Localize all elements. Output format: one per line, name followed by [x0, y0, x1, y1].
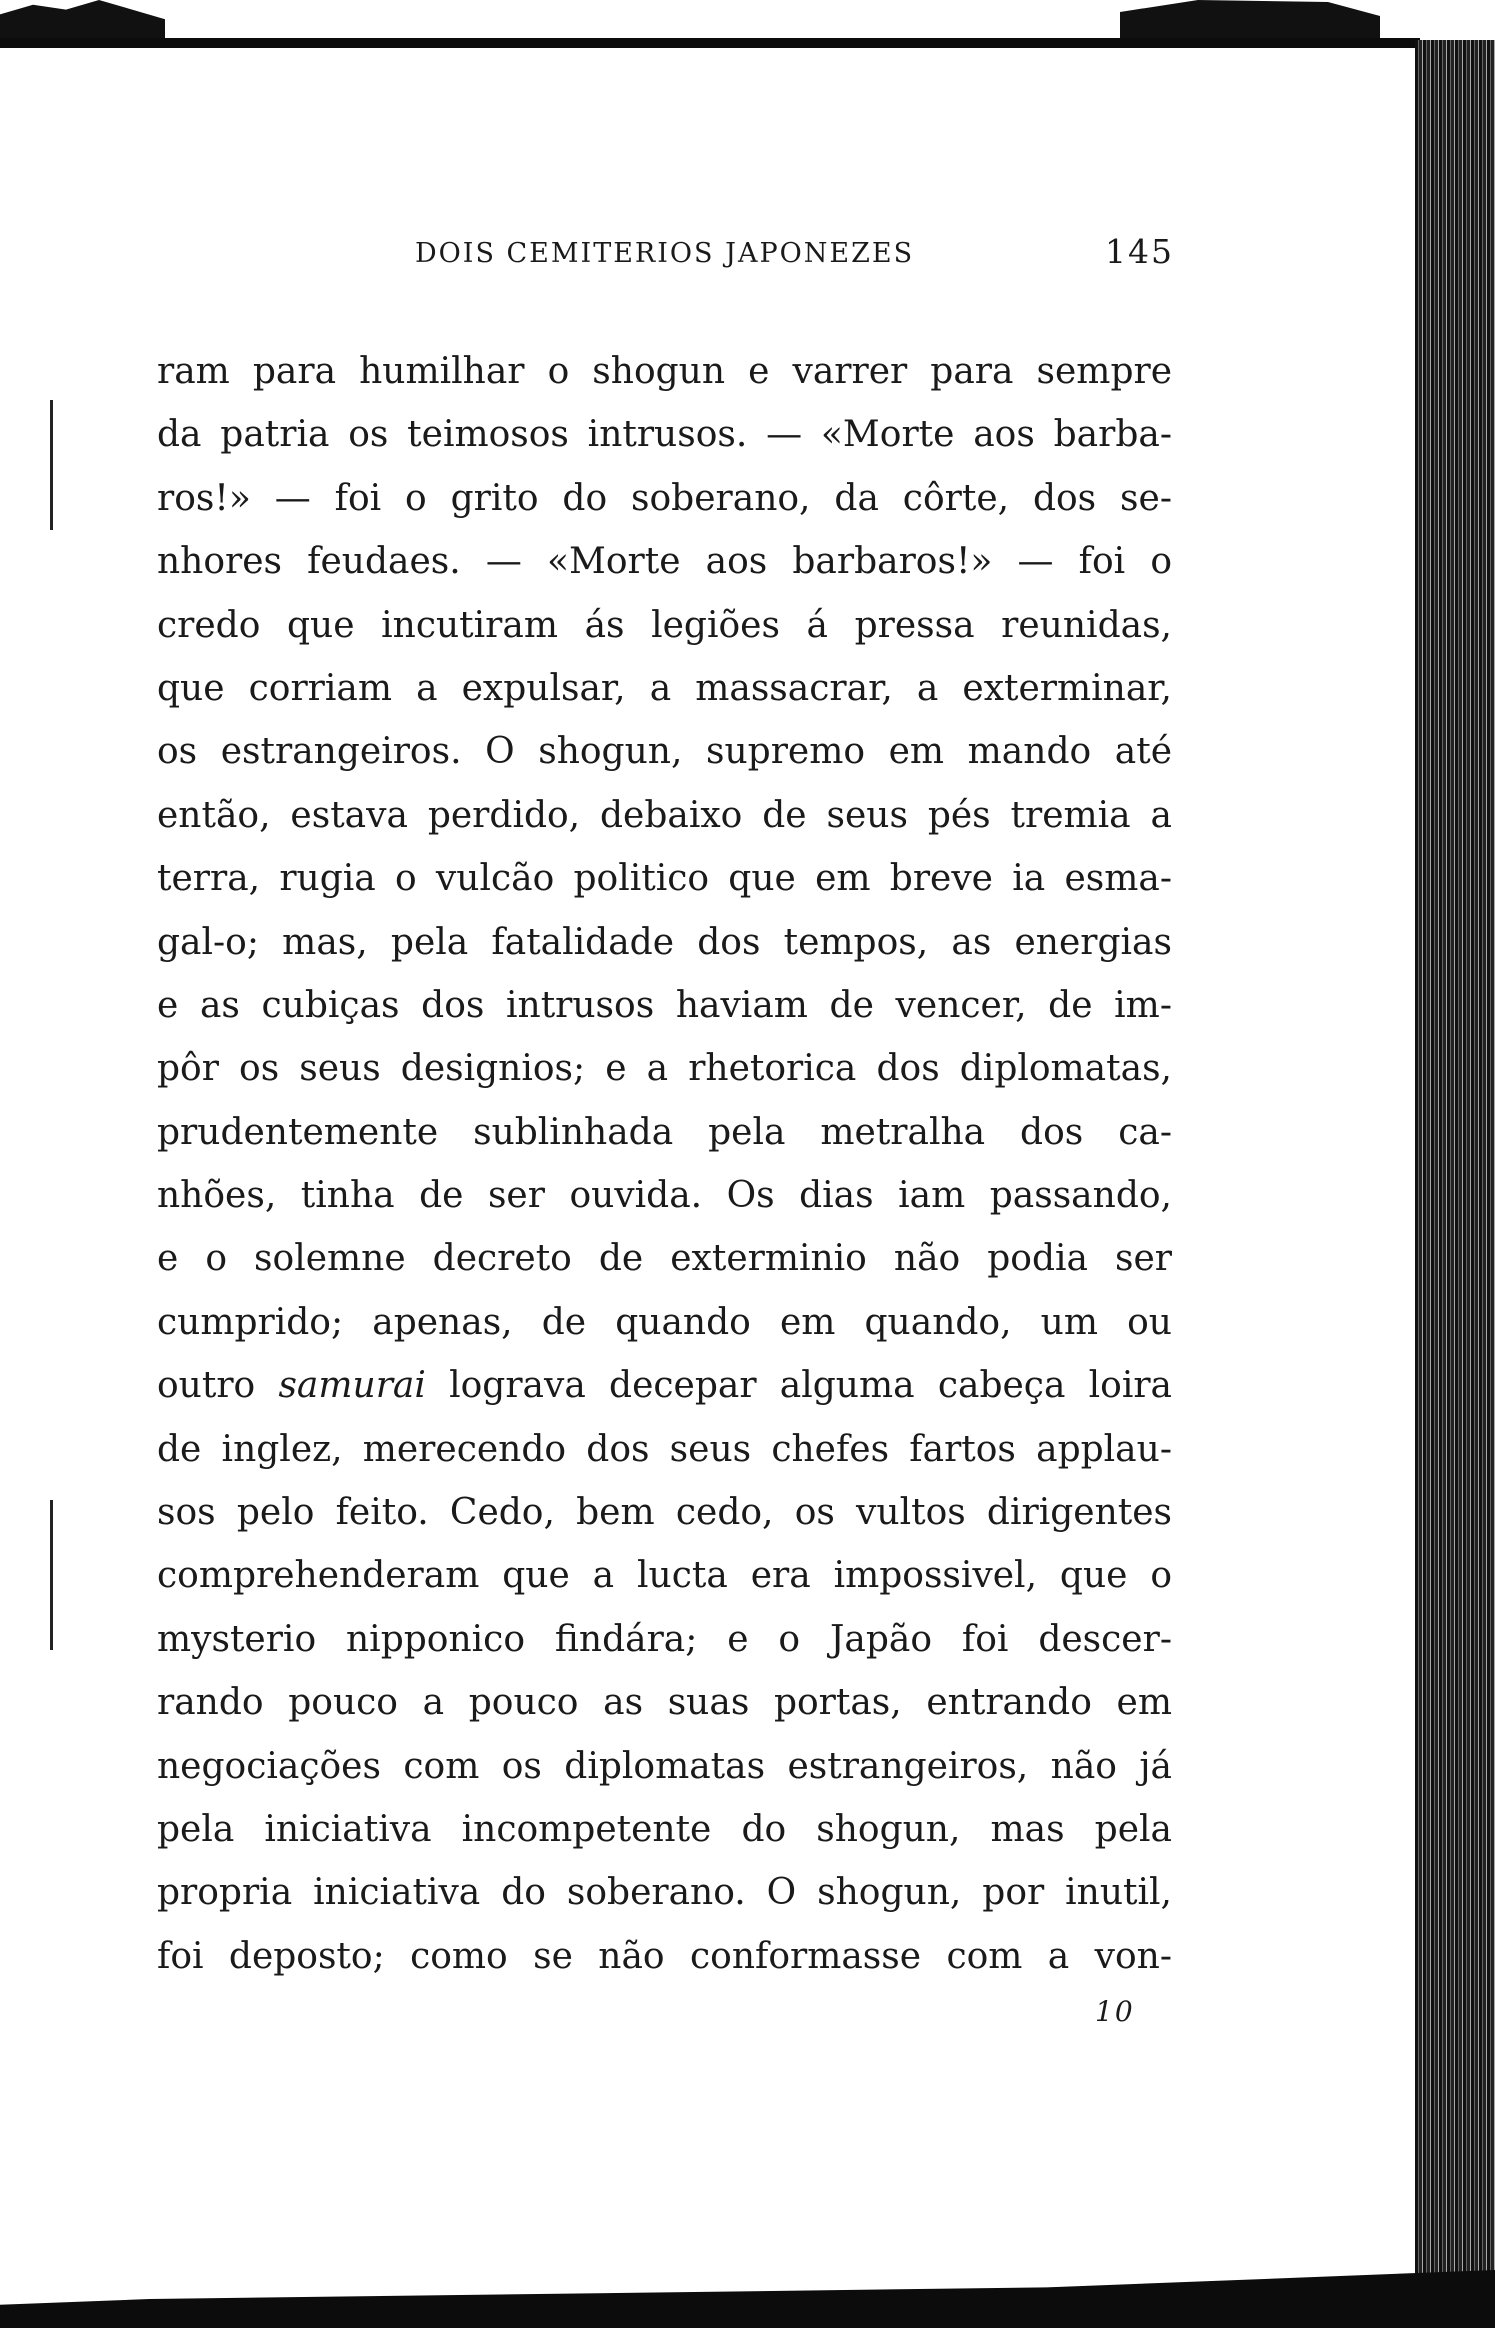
running-title: DOIS CEMITERIOS JAPONEZES: [415, 238, 915, 269]
text-line: foi deposto; como se não conformasse com a von-: [157, 1935, 1172, 1977]
scan-artifact-top-right: [1120, 0, 1380, 40]
text-line: pela iniciativa incompetente do shogun, mas pela: [157, 1808, 1172, 1850]
text-line: negociações com os diplomatas estrangeiros, não já: [157, 1745, 1172, 1787]
scan-border-top: [0, 38, 1420, 48]
text-line: e as cubiças dos intrusos haviam de vencer, de im-: [157, 984, 1172, 1026]
signature-mark: 10: [1095, 1995, 1135, 2028]
text-line: nhões, tinha de ser ouvida. Os dias iam passando,: [157, 1175, 1172, 1217]
text-line: pôr os seus designios; e a rhetorica dos diplomatas,: [157, 1048, 1172, 1090]
text-line: da patria os teimosos intrusos. — «Morte aos barba-: [157, 414, 1172, 456]
text-line: gal-o; mas, pela fatalidade dos tempos, as energias: [157, 921, 1172, 963]
scan-border-bottom: [0, 2270, 1495, 2328]
text-line: que corriam a expulsar, a massacrar, a exterminar,: [157, 667, 1172, 709]
book-edge-right: [1415, 40, 1495, 2328]
text-line: nhores feudaes. — «Morte aos barbaros!» — foi o: [157, 541, 1172, 583]
text-line: sos pelo feito. Cedo, bem cedo, os vultos dirigentes: [157, 1492, 1172, 1534]
body-text: [157, 340, 1172, 1988]
margin-mark: [50, 1500, 53, 1650]
text-line: então, estava perdido, debaixo de seus pés tremia a: [157, 794, 1172, 836]
text-line: mysterio nipponico findára; e o Japão foi descer-: [157, 1618, 1172, 1660]
text-line: de inglez, merecendo dos seus chefes fartos applau-: [157, 1428, 1172, 1470]
text-line: os estrangeiros. O shogun, supremo em mando até: [157, 731, 1172, 773]
text-line: propria iniciativa do soberano. O shogun, por inutil,: [157, 1872, 1172, 1914]
text-line: ram para humilhar o shogun e varrer para sempre: [157, 351, 1172, 392]
text-line: terra, rugia o vulcão politico que em breve ia esma-: [157, 858, 1172, 900]
text-line: ros!» — foi o grito do soberano, da côrte, dos se-: [157, 477, 1172, 519]
text-line: prudentemente sublinhada pela metralha dos ca-: [157, 1111, 1172, 1153]
text-line: comprehenderam que a lucta era impossivel, que o: [157, 1555, 1172, 1597]
text-line: e o solemne decreto de exterminio não podia ser: [157, 1238, 1172, 1280]
margin-mark: [50, 400, 53, 530]
page-number: 145: [1105, 232, 1174, 271]
text-line: cumprido; apenas, de quando em quando, um ou: [157, 1301, 1172, 1343]
text-line: rando pouco a pouco as suas portas, entrando em: [157, 1682, 1172, 1724]
italic-term: samurai: [278, 1365, 426, 1407]
text-line: credo que incutiram ás legiões á pressa reunidas,: [157, 604, 1172, 646]
text-segment: outro: [157, 1365, 279, 1407]
text-segment: lograva decepar alguma cabeça loira: [425, 1365, 1173, 1407]
text-line-with-italic: [157, 1354, 1172, 1417]
page-header: [150, 232, 1180, 282]
